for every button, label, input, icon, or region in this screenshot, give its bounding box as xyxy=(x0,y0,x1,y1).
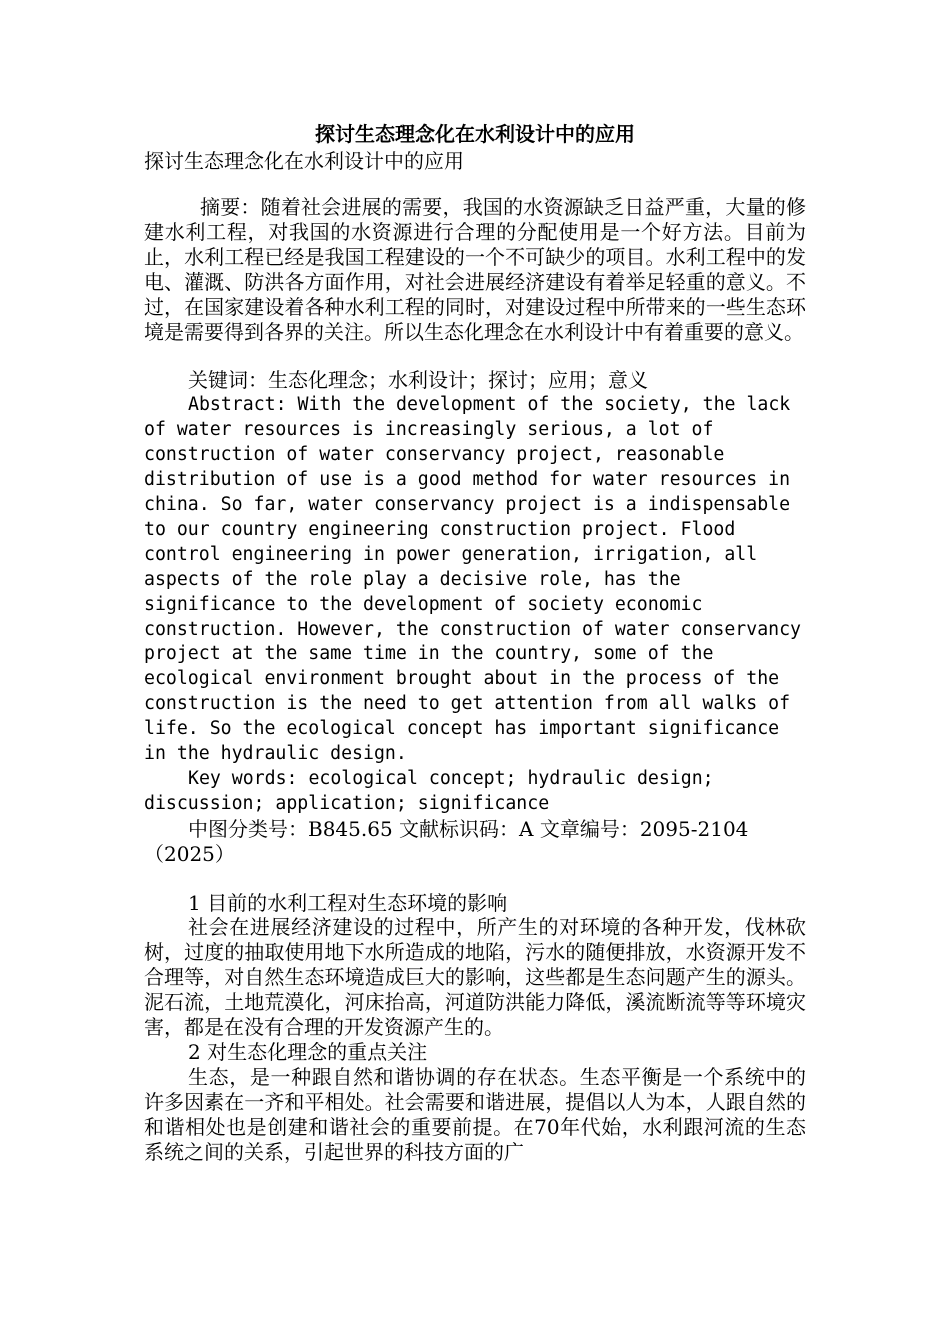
spacer xyxy=(144,344,806,368)
section-1-body: 社会在进展经济建设的过程中，所产生的对环境的各种开发，伐林砍树，过度的抽取使用地下水所造成的地陷，污水的随便排放，水资源开发不合理等，对自然生态环境造成巨大的影响，这些都是生态问题产生的源头。泥石流，土地荒漠化，河床抬高，河道防洪能力降低，溪流断流等等环境灾害，都是在没有合理的开发资源产生的。 xyxy=(144,915,806,1040)
spacer xyxy=(144,867,806,891)
classification-info: 中图分类号：B845.65 文献标识码：A 文章编号：2095-2104（2025） xyxy=(144,816,749,866)
document-title: 探讨生态理念化在水利设计中的应用 xyxy=(315,122,635,146)
chinese-abstract: 摘要：随着社会进展的需要，我国的水资源缺乏日益严重，大量的修建水利工程，对我国的水资源进行合理的分配使用是一个好方法。目前为止，水利工程已经是我国工程建设的一个不可缺少的项目。水利工程中的发电、灌溉、防洪各方面作用，对社会进展经济建设有着举足轻重的意义。不过，在国家建设着各种水利工程的同时，对建设过程中所带来的一些生态环境是需要得到各界的关注。所以生态化理念在水利设计中有着重要的意义。 xyxy=(144,195,806,344)
section-2-heading: 2 对生态化理念的重点关注 xyxy=(188,1040,428,1064)
document-page xyxy=(144,120,806,1165)
english-abstract: Abstract: With the development of the society, the lack of water resources is increasingly serious, a lot of construction of water conservancy project, reasonable distribution of use is a good method for water resources in china. So far, water conservancy project is a indispensable to our country engineering construction project. Flood control engineering in power generation, irrigation, all aspects of the role play a decisive role, has the significance to the development of society economic construction. However, the construction of water conservancy project at the same time in the country, some of the ecological environment brought about in the process of the construction is the need to get attention from all walks of life. So the ecological concept has important significance in the hydraulic design. xyxy=(144,394,801,765)
chinese-keywords: 关键词：生态化理念；水利设计；探讨；应用；意义 xyxy=(188,368,648,393)
section-2-body: 生态，是一种跟自然和谐协调的存在状态。生态平衡是一个系统中的许多因素在一齐和平相处。社会需要和谐进展，提倡以人为本，人跟自然的和谐相处也是创建和谐社会的重要前提。在70年代始，水利跟河流的生态系统之间的关系，引起世界的科技方面的广 xyxy=(144,1064,806,1164)
english-keywords: Key words: ecological concept; hydraulic design; discussion; application; significance xyxy=(144,767,714,814)
document-subtitle: 探讨生态理念化在水利设计中的应用 xyxy=(144,149,464,173)
section-1-heading: 1 目前的水利工程对生态环境的影响 xyxy=(188,890,508,915)
